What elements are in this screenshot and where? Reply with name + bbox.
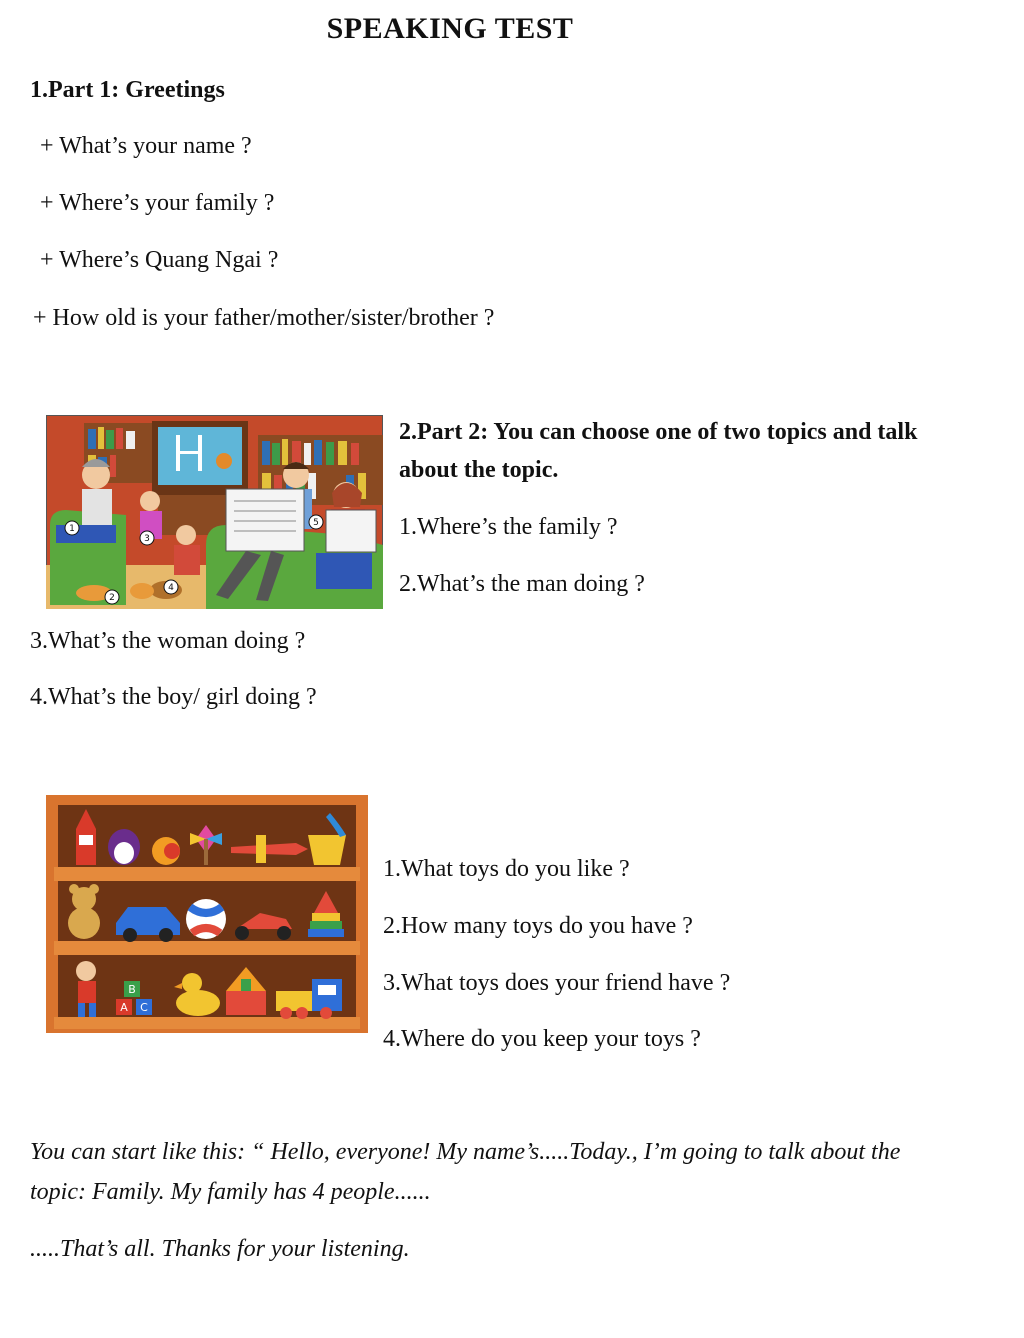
family-image-label: 2	[109, 593, 115, 603]
toy-shelf-illustration	[46, 795, 368, 1033]
family-question: 1.Where’s the family ?	[399, 514, 618, 540]
part1-question: + Where’s your family ?	[40, 190, 275, 216]
family-question: 2.What’s the man doing ?	[399, 571, 645, 597]
toy-block-letter: C	[140, 1001, 148, 1014]
part1-question: + How old is your father/mother/sister/brother ?	[33, 305, 495, 331]
family-image-label: 5	[313, 518, 319, 528]
toy-question: 4.Where do you keep your toys ?	[383, 1026, 701, 1052]
toy-question: 1.What toys do you like ?	[383, 856, 630, 882]
part2-heading: 2.Part 2: You can choose one of two topics and talk	[399, 419, 918, 445]
family-living-room-illustration	[46, 415, 383, 609]
part1-question: + What’s your name ?	[40, 133, 252, 159]
family-question: 3.What’s the woman doing ?	[30, 628, 306, 654]
page-title: SPEAKING TEST	[326, 12, 574, 45]
family-image-label: 1	[69, 524, 75, 534]
part1-heading: 1.Part 1: Greetings	[30, 77, 225, 103]
family-image-label: 4	[168, 583, 174, 593]
part2-heading-continued: about the topic.	[399, 457, 559, 483]
family-question: 4.What’s the boy/ girl doing ?	[30, 684, 317, 710]
closing-line: You can start like this: “ Hello, everyone! My name’s.....Today., I’m going to talk about the	[30, 1139, 901, 1165]
toy-question: 3.What toys does your friend have ?	[383, 970, 731, 996]
closing-line: .....That’s all. Thanks for your listening.	[30, 1236, 410, 1262]
toy-block-letter: A	[120, 1001, 128, 1014]
closing-line: topic: Family. My family has 4 people......	[30, 1179, 431, 1205]
toy-block-letter: B	[128, 983, 136, 996]
family-image-label: 3	[144, 534, 150, 544]
part1-question: + Where’s Quang Ngai ?	[40, 247, 279, 273]
toy-question: 2.How many toys do you have ?	[383, 913, 693, 939]
